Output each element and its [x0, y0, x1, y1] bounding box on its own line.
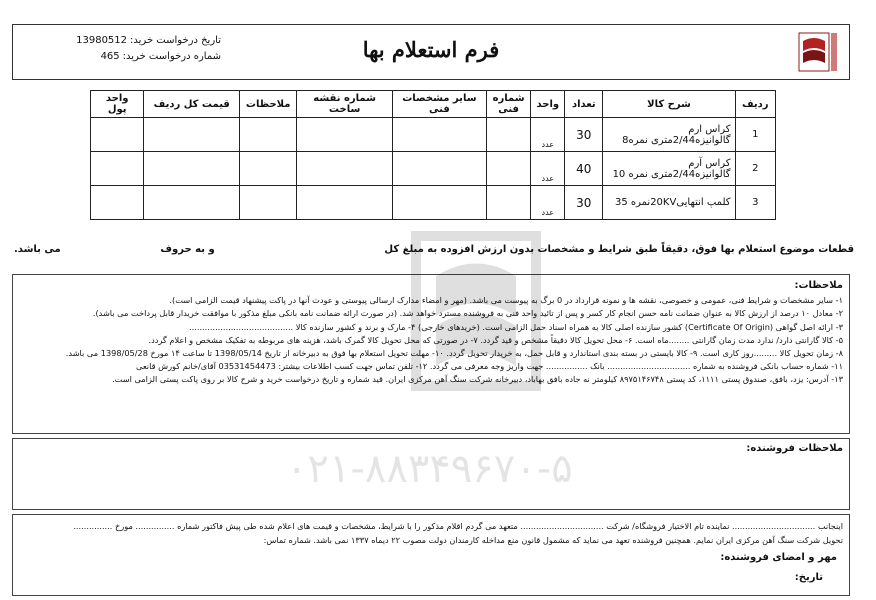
row-index: 3 — [735, 186, 775, 220]
note-item: ۳- ارائه اصل گواهی (Certificate Of Origin) کشور سازنده اصلی کالا به همراه اسناد حمل الزامی است. (خریدهای خارجی) ۴- مارک و برند و کشور سازنده کالا ........................................ — [189, 321, 843, 332]
total-statement — [14, 244, 854, 255]
row-notes[interactable] — [240, 118, 297, 152]
notes-section — [12, 274, 850, 434]
request-date-label: تاریخ درخواست خرید: — [130, 35, 221, 46]
col-currency: واحد پول — [91, 91, 144, 118]
row-notes[interactable] — [240, 186, 297, 220]
note-item: ۵- کالا گارانتی دارد/ ندارد مدت زمان گارانتی ........ماه است. ۶- محل تحویل کالا دقیقاً مشخص و قید گردد. ۷- در صورتی که محل تحویل کالا گمرک باشد، هزینه های مربوطه به تفکیک مشخص و اعلام گردد. — [148, 334, 843, 345]
row-tech-number[interactable] — [486, 118, 531, 152]
row-index: 2 — [735, 152, 775, 186]
row-unit: عدد — [531, 152, 565, 186]
row-tech-number[interactable] — [486, 186, 531, 220]
row-tech-specs[interactable] — [393, 186, 487, 220]
table-header-row — [91, 91, 776, 118]
col-tech-number: شماره فنی — [486, 91, 531, 118]
row-tech-number[interactable] — [486, 152, 531, 186]
total-text: قطعات موضوع استعلام بها فوق، دقیقاً طبق شرایط و مشخصات بدون ارزش افزوده به مبلغ کل — [384, 244, 854, 255]
table-row — [91, 118, 776, 152]
col-unit: واحد — [531, 91, 565, 118]
form-header — [12, 24, 850, 80]
row-currency[interactable] — [91, 186, 144, 220]
row-currency[interactable] — [91, 118, 144, 152]
commitment-section — [12, 514, 850, 596]
row-total-price[interactable] — [144, 118, 240, 152]
total-end: می باشد. — [14, 244, 61, 255]
row-currency[interactable] — [91, 152, 144, 186]
commitment-line-2: تحویل شرکت سنگ آهن مرکزی ایران نمایم. همچنین فروشنده تعهد می نماید که مشمول قانون منع مداخله کارمندان دولت مصوب ۲۲ دیماه ۱۳۳۷ نمی باشد. شماره تماس: — [263, 535, 843, 545]
row-unit: عدد — [531, 186, 565, 220]
date-label: تاریخ: — [794, 572, 823, 583]
request-date-value: 13980512 — [76, 35, 128, 46]
row-description: کلمپ انتهایی20KVنمره 35 — [603, 186, 735, 220]
row-index: 1 — [735, 118, 775, 152]
form-title: فرم استعلام بها — [362, 37, 500, 62]
row-quantity: 40 — [565, 152, 603, 186]
total-words: و به حروف — [160, 244, 215, 255]
items-table — [90, 90, 776, 220]
col-tech-specs: سایر مشخصات فنی — [393, 91, 487, 118]
row-quantity: 30 — [565, 186, 603, 220]
note-item: ۱- سایر مشخصات و شرایط فنی، عمومی و خصوصی، نقشه ها و نمونه قرارداد در 0 برگ به پیوست می باشد. (مهر و امضاء مدارک ارسالی پیوستی و عودت آنها در پاکت پیشنهاد قیمت الزامی است). — [169, 295, 843, 306]
row-tech-specs[interactable] — [393, 152, 487, 186]
row-drawing-number[interactable] — [297, 118, 393, 152]
row-total-price[interactable] — [144, 152, 240, 186]
note-item: ۸- زمان تحویل کالا .........روز کاری است. ۹- کالا بایستی در بسته بندی استاندارد و قابل حمل، به خریدار تحویل گردد. ۱۰- مهلت تحویل استعلام بها فوق به دبیرخانه از تاریخ 1398/05/14 تا ساعت ۱۴ مورخ 1398/05/28 می باشد. — [65, 348, 843, 359]
watermark-phone: ۰۲۱-۸۸۳۴۹۶۷۰-۵ — [286, 446, 573, 492]
col-notes: ملاحظات — [240, 91, 297, 118]
row-total-price[interactable] — [144, 186, 240, 220]
request-number-value: 465 — [100, 51, 120, 62]
row-description: کراس آرم گالوانیزه2/44متری نمره 10 — [603, 152, 735, 186]
company-logo-icon — [785, 29, 841, 75]
table-row — [91, 152, 776, 186]
row-quantity: 30 — [565, 118, 603, 152]
col-quantity: تعداد — [565, 91, 603, 118]
col-total-price: قیمت کل ردیف — [144, 91, 240, 118]
row-tech-specs[interactable] — [393, 118, 487, 152]
row-notes[interactable] — [240, 152, 297, 186]
request-number-label: شماره درخواست خرید: — [122, 51, 221, 62]
notes-title: ملاحظات: — [794, 280, 843, 291]
row-drawing-number[interactable] — [297, 152, 393, 186]
note-item: ۲- معادل ۱۰ درصد از ارزش کالا به عنوان ضمانت نامه حسن انجام کار کسر و پس از تائید واحد فنی به فروشنده مسترد خواهد شد. (در صورت ارائه ضمانت نامه بانکی مبلغ مذکور با موافقت خریدار قابل پرداخت می باشد). — [92, 308, 843, 319]
col-index: ردیف — [735, 91, 775, 118]
commitment-line-1: اینجانب ................................ نماینده تام الاختیار فروشگاه/ شرکت ................................ متعهد می گردم اقلام مذکور را با شرایط، مشخصات و قیمت های اعلام شده طی پیش فاکتور شماره ............... مورخ ............... — [73, 521, 843, 531]
row-description: کراس ارم گالوانیزه2/44متری نمره8 — [603, 118, 735, 152]
col-drawing-number: شماره نقشه ساخت — [297, 91, 393, 118]
row-unit: عدد — [531, 118, 565, 152]
note-item: ۱۳- آدرس: یزد، بافق، صندوق پستی ۱۱۱۱، کد پستی ۸۹۷۵۱۴۶۷۴۸ کیلومتر نه جاده بافق بهاباد، دبیرخانه شرکت سنگ آهن مرکزی ایران. قید شماره و تاریخ درخواست خرید و شرح کالا بر روی پاکت پستی الزامی است. — [112, 374, 843, 385]
note-item: ۱۱- شماره حساب بانکی فروشنده به شماره ................................ بانک ................ جهت واریز وجه معرفی می گردد. ۱۲- تلفن تماس جهت کسب اطلاعات بیشتر: 03531454473 آقای/خانم کورش قانعی — [136, 361, 843, 372]
row-drawing-number[interactable] — [297, 186, 393, 220]
table-row — [91, 186, 776, 220]
col-description: شرح کالا — [603, 91, 735, 118]
seller-signature-label: مهر و امضای فروشنده: — [720, 552, 837, 563]
seller-notes-title: ملاحظات فروشنده: — [746, 443, 843, 454]
form-page — [6, 6, 870, 594]
